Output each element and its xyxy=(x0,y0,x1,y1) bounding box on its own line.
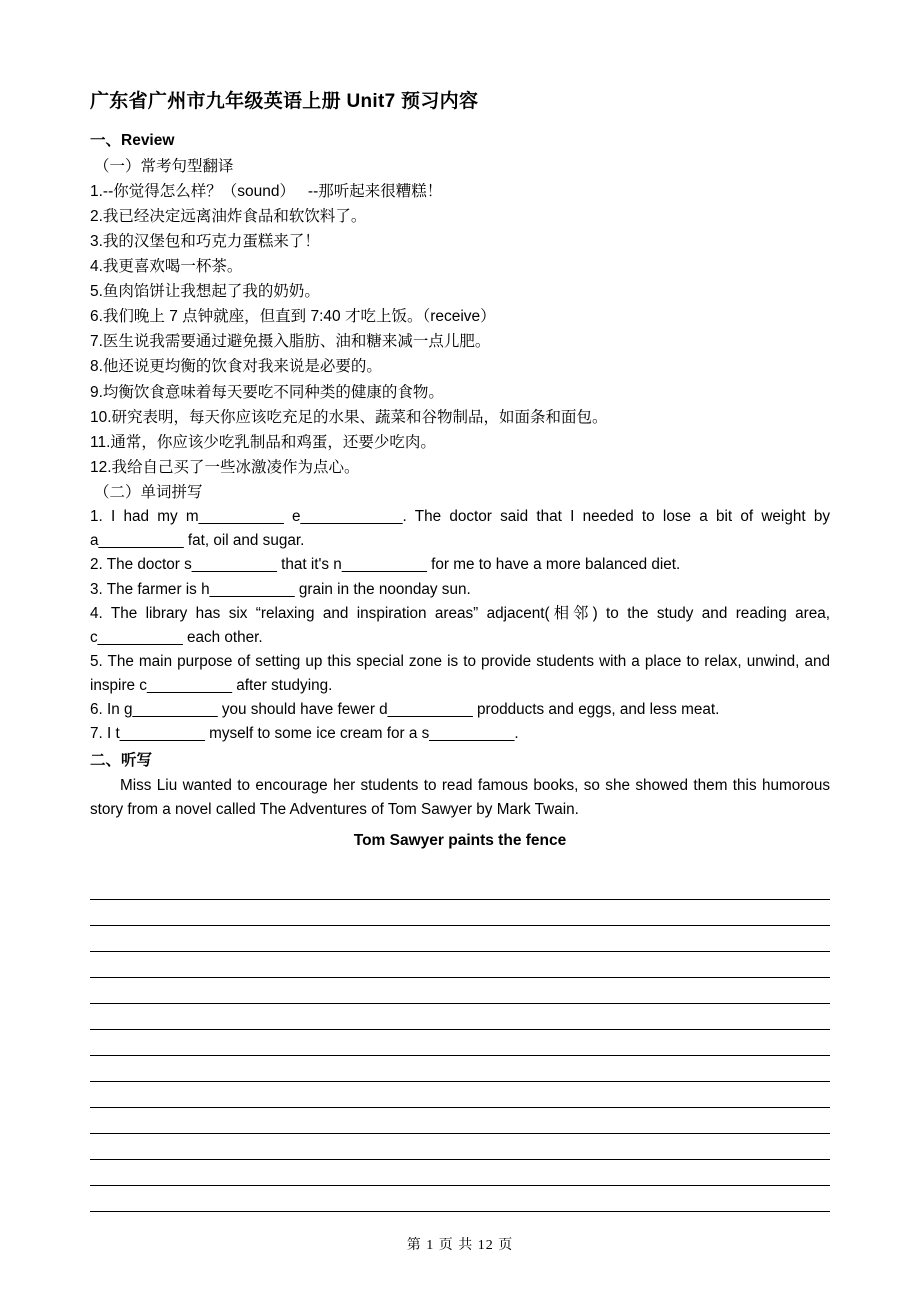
list-item: 9.均衡饮食意味着每天要吃不同种类的健康的食物。 xyxy=(90,383,444,401)
list-item: 6. In g__________ you should have fewer d__________ prodducts and eggs, and less meat. xyxy=(90,701,720,719)
answer-line xyxy=(90,978,830,1004)
dictation-intro-text: Miss Liu wanted to encourage her students to read famous books, so she showed them this humorous story from a novel called The Adventures of Tom Sawyer by Mark Twain. xyxy=(90,776,830,819)
answer-line xyxy=(90,1134,830,1160)
list-item: 3.我的汉堡包和巧克力蛋糕来了！ xyxy=(90,232,320,250)
list-item: 10.研究表明，每天你应该吃充足的水果、蔬菜和谷物制品，如面条和面包。 xyxy=(90,408,608,426)
translation-list xyxy=(90,179,830,480)
story-title: Tom Sawyer paints the fence xyxy=(353,832,567,850)
answer-line xyxy=(90,1108,830,1134)
dictation-intro xyxy=(90,774,830,824)
list-item: 2. The doctor s__________ that it's n__________ for me to have a more balanced diet. xyxy=(90,556,681,574)
answer-line xyxy=(90,1004,830,1030)
answer-line xyxy=(90,952,830,978)
list-item: 4. The library has six “relaxing and inspiration areas” adjacent(相邻) to the study and reading area, c__________ each other. xyxy=(90,604,830,646)
list-item: 2.我已经决定远离油炸食品和软饮料了。 xyxy=(90,207,367,225)
list-item: 7.医生说我需要通过避免摄入脂肪、油和糖来减一点儿肥。 xyxy=(90,333,491,351)
subsection-heading-translation: （一）常考句型翻译 xyxy=(94,157,234,175)
list-item: 6.我们晚上 7 点钟就座，但直到 7:40 才吃上饭。（receive） xyxy=(90,308,496,326)
answer-line xyxy=(90,1160,830,1186)
list-item: 8.他还说更均衡的饮食对我来说是必要的。 xyxy=(90,358,382,376)
list-item: 3. The farmer is h__________ grain in the noonday sun. xyxy=(90,580,471,598)
section-heading-dictation: 二、听写 xyxy=(90,751,153,769)
page-title: 广东省广州市九年级英语上册 Unit7 预习内容 xyxy=(90,91,479,112)
answer-line xyxy=(90,926,830,952)
page-footer: 第 1 页 共 12 页 xyxy=(406,1238,514,1253)
answer-line xyxy=(90,1082,830,1108)
list-item: 5.鱼肉馅饼让我想起了我的奶奶。 xyxy=(90,283,320,301)
list-item: 11.通常，你应该少吃乳制品和鸡蛋，还要少吃肉。 xyxy=(90,433,436,451)
subsection-heading-spelling: （二）单词拼写 xyxy=(94,483,203,501)
answer-line xyxy=(90,1056,830,1082)
list-item: 4.我更喜欢喝一杯茶。 xyxy=(90,257,243,275)
answer-lines xyxy=(90,874,830,1212)
answer-line xyxy=(90,874,830,900)
list-item: 12.我给自己买了一些冰激凌作为点心。 xyxy=(90,458,360,476)
list-item: 7. I t__________ myself to some ice cream for a s__________. xyxy=(90,725,519,743)
answer-line xyxy=(90,900,830,926)
answer-line xyxy=(90,1186,830,1212)
list-item: 5. The main purpose of setting up this special zone is to provide students with a place to relax, unwind, and inspire c__________ after studying. xyxy=(90,652,830,695)
list-item: 1.--你觉得怎么样？（sound） --那听起来很糟糕！ xyxy=(90,182,443,200)
spelling-list xyxy=(90,505,830,747)
section-heading-review: 一、Review xyxy=(90,131,175,149)
list-item: 1. I had my m__________ e____________. The doctor said that I needed to lose a bit of weight by a__________ fat, oil and sugar. xyxy=(90,508,830,550)
answer-line xyxy=(90,1030,830,1056)
